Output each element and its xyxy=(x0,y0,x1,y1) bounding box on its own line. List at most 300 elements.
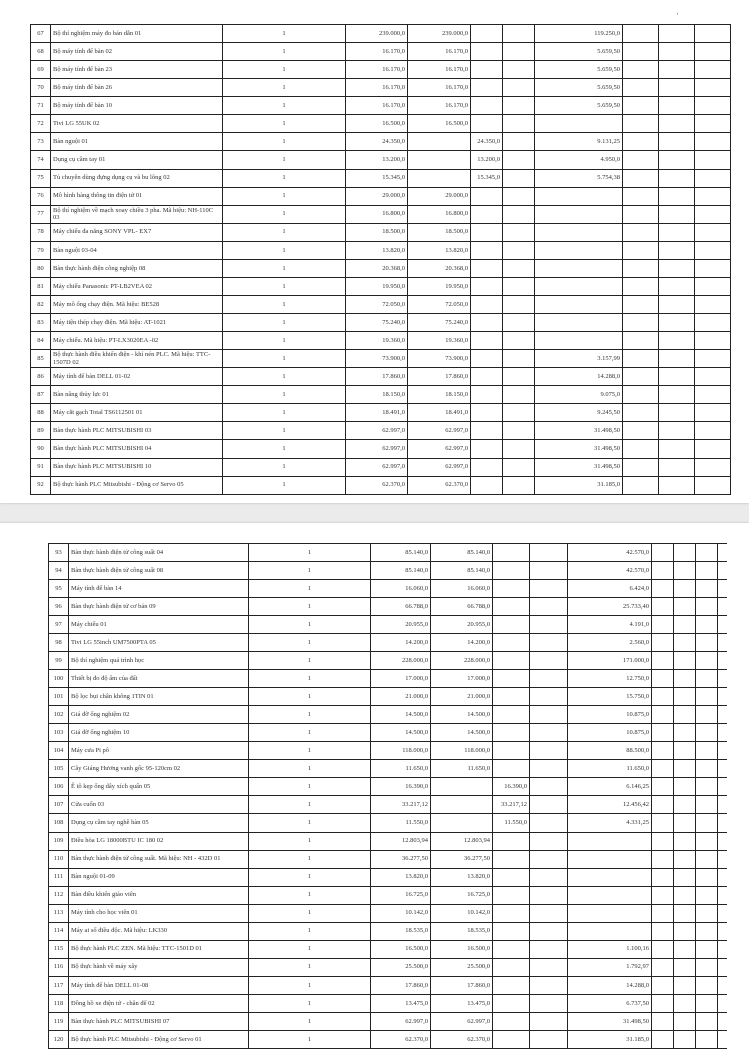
cell-original-value: 62.370,0 xyxy=(346,477,408,494)
cell-other-source xyxy=(471,440,503,457)
cell-remaining-value: 88.500,0 xyxy=(568,742,652,759)
cell-budget-value xyxy=(408,170,471,187)
cell-empty xyxy=(530,905,568,922)
cell-asset-name: Bộ lọc bụi chân không 1TIN 01 xyxy=(69,688,249,705)
cell-stt: 92 xyxy=(31,477,51,494)
cell-stt: 96 xyxy=(49,598,69,615)
cell-stt: 90 xyxy=(31,440,51,457)
cell-stt: 113 xyxy=(49,905,69,922)
table-row xyxy=(49,778,727,796)
table-row xyxy=(31,61,731,79)
cell-budget-value: 62.997,0 xyxy=(408,440,471,457)
cell-empty xyxy=(652,1013,674,1030)
cell-empty xyxy=(530,670,568,687)
cell-empty xyxy=(652,760,674,777)
cell-other-source xyxy=(471,260,503,277)
cell-stt: 107 xyxy=(49,796,69,813)
cell-remaining-value: 9.131,25 xyxy=(535,133,623,150)
cell-remaining-value xyxy=(568,923,652,940)
cell-remaining-value: 31.498,50 xyxy=(535,440,623,457)
cell-empty xyxy=(674,562,696,579)
cell-stt: 110 xyxy=(49,851,69,868)
cell-original-value: 18.491,0 xyxy=(346,404,408,421)
cell-asset-name: Máy chiếu đa năng SONY VPL- EX7 xyxy=(51,224,223,241)
cell-empty xyxy=(530,634,568,651)
cell-empty xyxy=(503,332,535,349)
cell-quantity: 1 xyxy=(223,25,346,42)
cell-empty xyxy=(623,206,659,223)
table-row xyxy=(31,422,731,440)
cell-empty xyxy=(659,260,695,277)
cell-original-value: 16.800,0 xyxy=(346,206,408,223)
cell-budget-value: 16.500,0 xyxy=(431,941,493,958)
cell-empty xyxy=(623,43,659,60)
cell-asset-name: Máy ai số điều độc. Mã hiệu: LK330 xyxy=(69,923,249,940)
cell-other-source xyxy=(471,296,503,313)
cell-stt: 69 xyxy=(31,61,51,78)
cell-remaining-value xyxy=(535,314,623,331)
cell-original-value: 18.500,0 xyxy=(346,224,408,241)
cell-remaining-value: 4.331,25 xyxy=(568,814,652,831)
cell-empty xyxy=(530,887,568,904)
cell-other-source xyxy=(471,97,503,114)
cell-other-source: 24.350,0 xyxy=(471,133,503,150)
cell-asset-name: Máy tiện thép chạy điện. Mã hiệu: AT-1021 xyxy=(51,314,223,331)
cell-empty xyxy=(652,688,674,705)
cell-empty xyxy=(623,404,659,421)
cell-empty xyxy=(623,477,659,494)
cell-quantity: 1 xyxy=(249,544,371,561)
cell-empty xyxy=(652,778,674,795)
cell-asset-name: Máy chiếu. Mã hiệu: PT-LX3020EA -02 xyxy=(51,332,223,349)
table-row xyxy=(49,760,727,778)
table-row xyxy=(31,260,731,278)
cell-original-value: 16.725,0 xyxy=(371,887,431,904)
cell-empty xyxy=(674,544,696,561)
cell-asset-name: Mô hình hàng thông tin điện tử 01 xyxy=(51,188,223,205)
table-row xyxy=(31,242,731,260)
cell-empty xyxy=(652,598,674,615)
cell-empty xyxy=(696,923,718,940)
cell-stt: 89 xyxy=(31,422,51,439)
cell-other-source xyxy=(471,224,503,241)
cell-empty xyxy=(652,941,674,958)
cell-empty xyxy=(659,133,695,150)
cell-empty xyxy=(696,742,718,759)
cell-empty xyxy=(659,43,695,60)
cell-original-value: 33.217,12 xyxy=(371,796,431,813)
cell-empty xyxy=(696,544,718,561)
cell-empty xyxy=(696,670,718,687)
cell-budget-value: 13.820,0 xyxy=(408,242,471,259)
cell-empty xyxy=(503,79,535,96)
cell-asset-name: Bàn nguội 03-04 xyxy=(51,242,223,259)
cell-empty xyxy=(695,440,731,457)
cell-remaining-value: 1.100,16 xyxy=(568,941,652,958)
cell-original-value: 11.650,0 xyxy=(371,760,431,777)
cell-asset-name: Tivi LG 55inch UM7500PTA 05 xyxy=(69,634,249,651)
cell-quantity: 1 xyxy=(223,151,346,168)
cell-remaining-value: 4.950,0 xyxy=(535,151,623,168)
cell-asset-name: Bàn thực hành điện tử công suất 04 xyxy=(69,544,249,561)
cell-empty xyxy=(696,833,718,850)
cell-remaining-value: 9.245,50 xyxy=(535,404,623,421)
cell-empty xyxy=(623,61,659,78)
cell-empty xyxy=(695,151,731,168)
cell-empty xyxy=(530,580,568,597)
cell-asset-name: Đồng hồ xe điện tử - chân đế 02 xyxy=(69,995,249,1012)
cell-quantity: 1 xyxy=(249,851,371,868)
cell-stt: 73 xyxy=(31,133,51,150)
cell-quantity: 1 xyxy=(223,170,346,187)
table-row xyxy=(49,905,727,923)
cell-asset-name: Giá đỡ ống nghiệm 10 xyxy=(69,724,249,741)
cell-asset-name: Bộ thực hành điều khiển điện - khí nén PLC. Mã hiệu: TTC-1507D 02 xyxy=(51,350,223,367)
cell-remaining-value xyxy=(535,115,623,132)
cell-empty xyxy=(652,887,674,904)
cell-original-value: 62.997,0 xyxy=(346,440,408,457)
cell-budget-value: 62.997,0 xyxy=(408,422,471,439)
cell-original-value: 75.240,0 xyxy=(346,314,408,331)
cell-stt: 86 xyxy=(31,368,51,385)
cell-empty xyxy=(652,1031,674,1048)
cell-asset-name: Bàn điều khiển giáo viên xyxy=(69,887,249,904)
cell-empty xyxy=(674,923,696,940)
cell-original-value: 17.000,0 xyxy=(371,670,431,687)
table-row xyxy=(31,404,731,422)
cell-other-source xyxy=(471,188,503,205)
cell-stt: 93 xyxy=(49,544,69,561)
cell-budget-value: 14.200,0 xyxy=(431,634,493,651)
cell-empty xyxy=(696,652,718,669)
cell-empty xyxy=(652,814,674,831)
cell-empty xyxy=(530,923,568,940)
cell-empty xyxy=(652,562,674,579)
cell-quantity: 1 xyxy=(249,580,371,597)
cell-budget-value: 228.000,0 xyxy=(431,652,493,669)
cell-quantity: 1 xyxy=(249,833,371,850)
cell-empty xyxy=(696,977,718,994)
cell-budget-value: 118.000,0 xyxy=(431,742,493,759)
cell-remaining-value: 5.754,38 xyxy=(535,170,623,187)
cell-empty xyxy=(659,206,695,223)
cell-other-source xyxy=(471,115,503,132)
cell-empty xyxy=(623,440,659,457)
cell-asset-name: Máy chiếu Panasonic PT-LB2VEA 02 xyxy=(51,278,223,295)
cell-original-value: 14.200,0 xyxy=(371,634,431,651)
cell-original-value: 16.500,0 xyxy=(371,941,431,958)
cell-budget-value: 85.140,0 xyxy=(431,562,493,579)
cell-original-value: 24.350,0 xyxy=(346,133,408,150)
cell-empty xyxy=(696,869,718,886)
cell-quantity: 1 xyxy=(249,941,371,958)
cell-empty xyxy=(530,1031,568,1048)
table-row xyxy=(49,616,727,634)
cell-stt: 77 xyxy=(31,206,51,223)
cell-empty xyxy=(623,422,659,439)
cell-budget-value: 16.170,0 xyxy=(408,61,471,78)
cell-asset-name: Thiết bị đo độ ẩm của đất xyxy=(69,670,249,687)
cell-empty xyxy=(503,25,535,42)
cell-budget-value: 16.500,0 xyxy=(408,115,471,132)
table-row xyxy=(31,477,731,495)
cell-stt: 99 xyxy=(49,652,69,669)
cell-empty xyxy=(695,350,731,367)
cell-asset-name: Bộ máy tính để bàn 23 xyxy=(51,61,223,78)
cell-asset-name: Máy chiếu 01 xyxy=(69,616,249,633)
cell-stt: 108 xyxy=(49,814,69,831)
cell-quantity: 1 xyxy=(223,224,346,241)
cell-empty xyxy=(696,616,718,633)
cell-other-source xyxy=(471,25,503,42)
cell-asset-name: Máy tính để bàn DELL 01-02 xyxy=(51,368,223,385)
table-row xyxy=(49,544,727,562)
cell-budget-value: 75.240,0 xyxy=(408,314,471,331)
cell-remaining-value: 12.750,0 xyxy=(568,670,652,687)
cell-budget-value: 16.170,0 xyxy=(408,79,471,96)
cell-original-value: 14.500,0 xyxy=(371,724,431,741)
cell-remaining-value xyxy=(535,206,623,223)
cell-asset-name: Bàn thực hành PLC MITSUBISHI 03 xyxy=(51,422,223,439)
cell-other-source xyxy=(493,724,530,741)
cell-empty xyxy=(530,941,568,958)
cell-original-value: 62.370,0 xyxy=(371,1031,431,1048)
cell-budget-value: 19.950,0 xyxy=(408,278,471,295)
cell-original-value: 18.535,0 xyxy=(371,923,431,940)
cell-remaining-value xyxy=(568,869,652,886)
cell-empty xyxy=(695,314,731,331)
cell-stt: 78 xyxy=(31,224,51,241)
cell-empty xyxy=(674,742,696,759)
cell-other-source xyxy=(471,314,503,331)
cell-original-value: 66.788,0 xyxy=(371,598,431,615)
cell-quantity: 1 xyxy=(223,97,346,114)
cell-asset-name: Cửa cuốn 03 xyxy=(69,796,249,813)
cell-empty xyxy=(623,314,659,331)
cell-remaining-value: 5.659,50 xyxy=(535,79,623,96)
cell-budget-value: 18.150,0 xyxy=(408,386,471,403)
cell-other-source xyxy=(493,598,530,615)
cell-empty xyxy=(674,796,696,813)
cell-empty xyxy=(659,350,695,367)
cell-remaining-value xyxy=(568,887,652,904)
cell-other-source xyxy=(493,688,530,705)
cell-stt: 112 xyxy=(49,887,69,904)
cell-empty xyxy=(530,851,568,868)
cell-other-source xyxy=(471,350,503,367)
cell-original-value: 19.360,0 xyxy=(346,332,408,349)
cell-empty xyxy=(696,796,718,813)
cell-remaining-value: 10.875,0 xyxy=(568,706,652,723)
table-row xyxy=(49,887,727,905)
cell-quantity: 1 xyxy=(249,796,371,813)
cell-other-source xyxy=(493,652,530,669)
cell-empty xyxy=(696,598,718,615)
cell-asset-name: Máy tính để bàn DELL 01-08 xyxy=(69,977,249,994)
cell-empty xyxy=(623,350,659,367)
table-row xyxy=(49,941,727,959)
cell-asset-name: Bộ thực hành PLC Mitsubishi - Động cơ Servo 01 xyxy=(69,1031,249,1048)
cell-stt: 67 xyxy=(31,25,51,42)
cell-empty xyxy=(674,851,696,868)
cell-empty xyxy=(503,43,535,60)
cell-stt: 98 xyxy=(49,634,69,651)
cell-stt: 80 xyxy=(31,260,51,277)
cell-empty xyxy=(623,242,659,259)
cell-empty xyxy=(674,959,696,976)
cell-budget-value: 72.050,0 xyxy=(408,296,471,313)
cell-asset-name: Tủ chuyên dùng đựng dụng cụ và bu lông 02 xyxy=(51,170,223,187)
cell-asset-name: Bàn thực hành PLC MITSUBISHI 04 xyxy=(51,440,223,457)
cell-other-source xyxy=(471,206,503,223)
cell-other-source xyxy=(471,386,503,403)
cell-other-source xyxy=(493,1013,530,1030)
cell-budget-value: 18.500,0 xyxy=(408,224,471,241)
cell-quantity: 1 xyxy=(223,459,346,476)
cell-empty xyxy=(652,634,674,651)
cell-remaining-value xyxy=(535,188,623,205)
cell-empty xyxy=(695,477,731,494)
cell-empty xyxy=(695,242,731,259)
cell-empty xyxy=(696,760,718,777)
cell-empty xyxy=(696,724,718,741)
cell-empty xyxy=(652,706,674,723)
cell-original-value: 118.000,0 xyxy=(371,742,431,759)
cell-empty xyxy=(696,580,718,597)
cell-budget-value: 16.725,0 xyxy=(431,887,493,904)
cell-other-source xyxy=(471,422,503,439)
cell-asset-name: Bộ máy tính để bàn 26 xyxy=(51,79,223,96)
cell-remaining-value xyxy=(568,905,652,922)
cell-stt: 116 xyxy=(49,959,69,976)
cell-remaining-value: 31.498,50 xyxy=(535,422,623,439)
table-row xyxy=(49,742,727,760)
table-row xyxy=(49,598,727,616)
cell-empty xyxy=(503,296,535,313)
cell-other-source xyxy=(493,905,530,922)
cell-empty xyxy=(530,706,568,723)
cell-empty xyxy=(695,296,731,313)
cell-other-source xyxy=(471,79,503,96)
cell-empty xyxy=(696,851,718,868)
cell-empty xyxy=(659,332,695,349)
cell-other-source: 11.550,0 xyxy=(493,814,530,831)
cell-quantity: 1 xyxy=(223,188,346,205)
table-row xyxy=(31,332,731,350)
cell-budget-value: 36.277,50 xyxy=(431,851,493,868)
cell-budget-value: 16.170,0 xyxy=(408,97,471,114)
cell-empty xyxy=(503,350,535,367)
cell-asset-name: Bộ thực hành PLC ZEN. Mã hiệu: TTC-1501D 01 xyxy=(69,941,249,958)
cell-quantity: 1 xyxy=(223,350,346,367)
cell-remaining-value: 11.650,0 xyxy=(568,760,652,777)
cell-original-value: 20.368,0 xyxy=(346,260,408,277)
cell-remaining-value xyxy=(535,296,623,313)
cell-budget-value: 20.955,0 xyxy=(431,616,493,633)
cell-empty xyxy=(695,133,731,150)
cell-other-source xyxy=(493,742,530,759)
cell-empty xyxy=(696,814,718,831)
cell-remaining-value: 6.146,25 xyxy=(568,778,652,795)
cell-empty xyxy=(674,652,696,669)
cell-quantity: 1 xyxy=(223,278,346,295)
cell-empty xyxy=(674,616,696,633)
cell-empty xyxy=(659,224,695,241)
table-row xyxy=(49,634,727,652)
cell-empty xyxy=(503,278,535,295)
table-row xyxy=(31,459,731,477)
cell-empty xyxy=(674,905,696,922)
cell-budget-value: 18.535,0 xyxy=(431,923,493,940)
cell-asset-name: Bàn thực hành điện tử công suất. Mã hiệu: NH - 432D 01 xyxy=(69,851,249,868)
cell-budget-value: 13.475,0 xyxy=(431,995,493,1012)
table-row xyxy=(31,151,731,169)
cell-stt: 72 xyxy=(31,115,51,132)
cell-empty xyxy=(674,833,696,850)
cell-budget-value: 62.997,0 xyxy=(408,459,471,476)
cell-quantity: 1 xyxy=(223,368,346,385)
cell-empty xyxy=(696,887,718,904)
cell-empty xyxy=(503,386,535,403)
cell-stt: 85 xyxy=(31,350,51,367)
cell-empty xyxy=(503,206,535,223)
cell-empty xyxy=(652,796,674,813)
table-row xyxy=(31,43,731,61)
cell-empty xyxy=(503,151,535,168)
cell-budget-value: 17.000,0 xyxy=(431,670,493,687)
cell-empty xyxy=(659,477,695,494)
cell-original-value: 25.500,0 xyxy=(371,959,431,976)
cell-stt: 68 xyxy=(31,43,51,60)
cell-original-value: 17.860,0 xyxy=(371,977,431,994)
cell-asset-name: Bộ thí nghiệm về mạch xoay chiều 3 pha. Mã hiệu: NH-110C 03 xyxy=(51,206,223,223)
cell-empty xyxy=(530,562,568,579)
cell-asset-name: Bộ thực hành về máy xây xyxy=(69,959,249,976)
cell-other-source xyxy=(493,887,530,904)
cell-asset-name: Tivi LG 55UK 02 xyxy=(51,115,223,132)
asset-table-1 xyxy=(30,24,731,495)
cell-other-source xyxy=(471,278,503,295)
cell-empty xyxy=(695,224,731,241)
cell-asset-name: Ê tô kẹp ống dây xích quấn 05 xyxy=(69,778,249,795)
cell-empty xyxy=(674,814,696,831)
cell-empty xyxy=(674,1013,696,1030)
cell-empty xyxy=(674,995,696,1012)
cell-budget-value: 18.491,0 xyxy=(408,404,471,421)
table-row xyxy=(49,1031,727,1049)
cell-quantity: 1 xyxy=(249,724,371,741)
cell-empty xyxy=(530,814,568,831)
cell-original-value: 17.860,0 xyxy=(346,368,408,385)
cell-empty xyxy=(674,869,696,886)
cell-original-value: 29.000,0 xyxy=(346,188,408,205)
cell-empty xyxy=(503,133,535,150)
cell-budget-value: 62.370,0 xyxy=(431,1031,493,1048)
cell-stt: 95 xyxy=(49,580,69,597)
cell-quantity: 1 xyxy=(223,79,346,96)
cell-quantity: 1 xyxy=(223,477,346,494)
cell-other-source: 33.217,12 xyxy=(493,796,530,813)
cell-empty xyxy=(659,97,695,114)
cell-other-source xyxy=(493,670,530,687)
cell-asset-name: Bộ thí nghiệm quá trình học xyxy=(69,652,249,669)
cell-empty xyxy=(695,61,731,78)
cell-stt: 81 xyxy=(31,278,51,295)
cell-remaining-value: 14.288,0 xyxy=(535,368,623,385)
cell-empty xyxy=(674,580,696,597)
cell-empty xyxy=(695,459,731,476)
cell-other-source xyxy=(493,923,530,940)
